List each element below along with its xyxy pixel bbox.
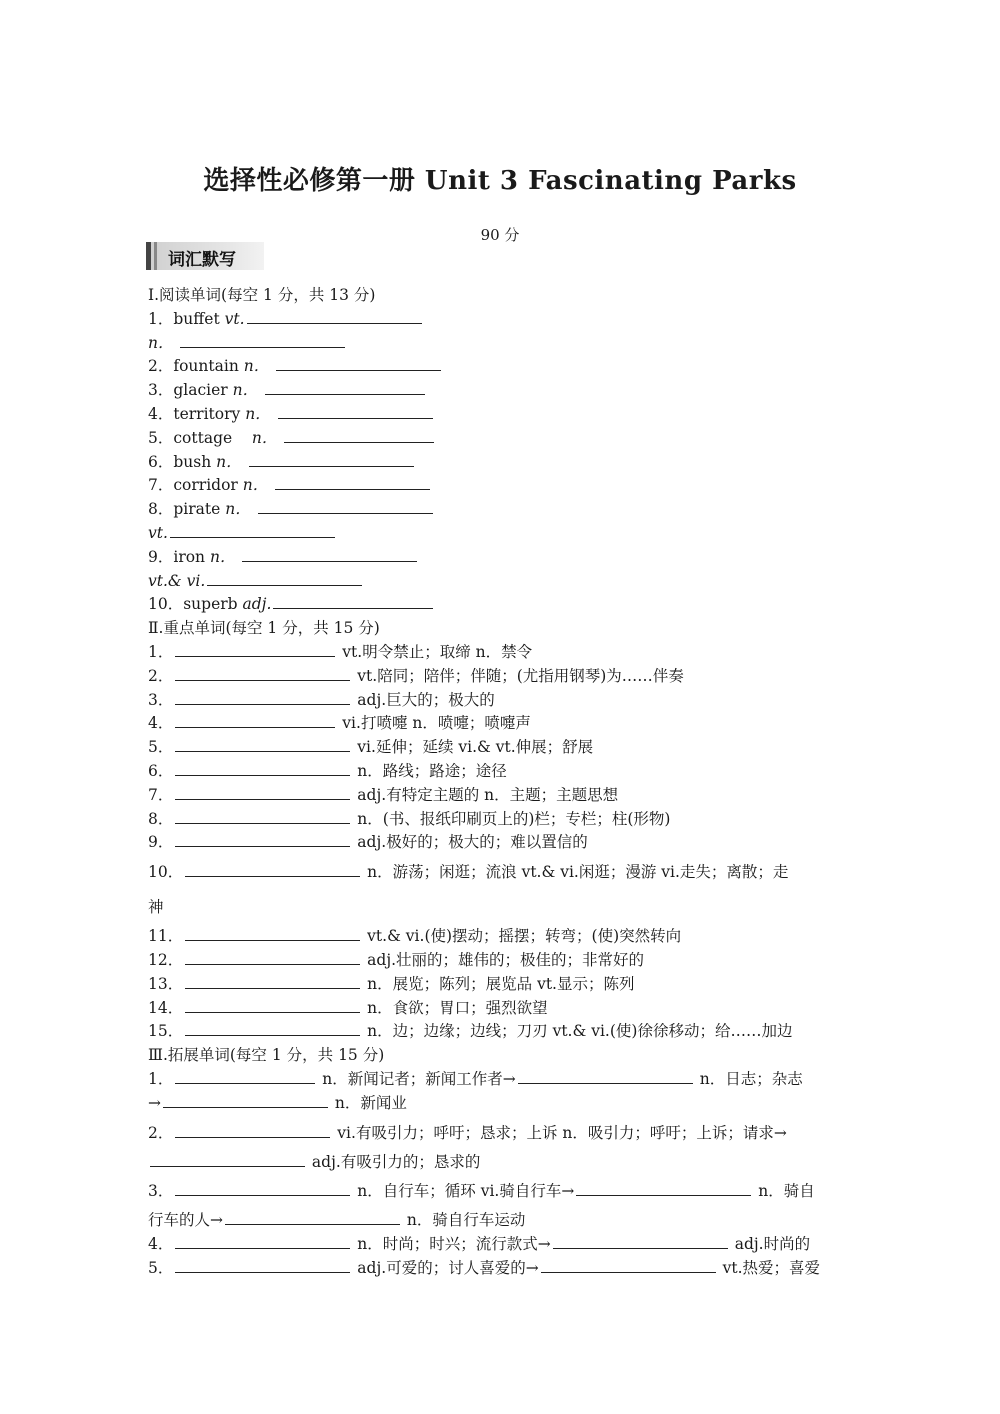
list-item <box>148 712 860 736</box>
item-number: 2． <box>148 1123 174 1142</box>
item-definition: vi.打喷嚏 n．喷嚏；喷嚏声 <box>337 714 531 733</box>
item-number: 10． <box>148 863 184 882</box>
answer-blank[interactable] <box>175 689 350 705</box>
item-number: 4． <box>148 1235 174 1254</box>
item-word: 7．corridor <box>148 476 243 495</box>
item-number: 13． <box>148 974 184 993</box>
answer-blank[interactable] <box>225 1209 400 1225</box>
item-word: 6．bush <box>148 452 217 471</box>
answer-blank[interactable] <box>170 522 335 538</box>
list-item <box>148 498 860 522</box>
item-pos: n． <box>243 357 270 376</box>
answer-blank[interactable] <box>265 379 425 395</box>
list-item <box>148 1174 860 1209</box>
item-word: 2．fountain <box>148 357 244 376</box>
answer-blank[interactable] <box>276 355 441 371</box>
item-number: 2． <box>148 666 174 685</box>
item-definition: n．新闻业 <box>330 1093 407 1112</box>
item-definition: adj.可爱的；讨人喜爱的→ <box>352 1258 539 1277</box>
item-definition: adj.极好的；极大的；难以置信的 <box>352 833 588 852</box>
item-number: 7． <box>148 785 174 804</box>
list-item <box>148 831 860 855</box>
list-item <box>148 593 860 617</box>
item-definition: adj.壮丽的；雄伟的；极佳的；非常好的 <box>362 950 645 969</box>
list-item <box>148 665 860 689</box>
item-definition: n．边；边缘；边线；刀刃 vt.& vi.(使)徐徐移动；给……加边 <box>362 1022 793 1041</box>
answer-blank[interactable] <box>175 831 350 847</box>
item-number: 1． <box>148 642 174 661</box>
item-pos: n． <box>225 500 251 519</box>
answer-blank[interactable] <box>175 712 335 728</box>
item-definition: adj.时尚的 <box>729 1235 811 1254</box>
item-number: 3． <box>148 690 174 709</box>
item-definition: n．时尚；时兴；流行款式→ <box>352 1235 551 1254</box>
answer-blank[interactable] <box>175 1257 350 1273</box>
item-word: 9．iron <box>148 547 210 566</box>
answer-blank[interactable] <box>185 861 360 877</box>
item-definition: adj.有吸引力的；恳求的 <box>307 1152 481 1171</box>
answer-blank[interactable] <box>175 784 350 800</box>
list-item <box>148 760 860 784</box>
item-pos: vt. <box>224 309 245 328</box>
list-item-continuation <box>148 1209 860 1233</box>
list-item <box>148 997 860 1021</box>
list-item <box>148 784 860 808</box>
answer-blank[interactable] <box>163 1092 328 1108</box>
list-item <box>148 332 860 356</box>
item-definition: n．展览；陈列；展览品 vt.显示；陈列 <box>362 974 635 993</box>
list-item <box>148 379 860 403</box>
answer-blank[interactable] <box>175 808 350 824</box>
item-word: 10．superb <box>148 595 243 614</box>
list-item-continuation <box>148 890 860 925</box>
answer-blank[interactable] <box>278 403 433 419</box>
list-item <box>148 427 860 451</box>
list-item-continuation <box>148 1151 860 1175</box>
list-item <box>148 403 860 427</box>
list-item <box>148 925 860 949</box>
answer-blank[interactable] <box>249 451 414 467</box>
list-item <box>148 689 860 713</box>
item-number: 4． <box>148 714 174 733</box>
item-definition: 行车的人→ <box>148 1211 223 1230</box>
list-item <box>148 570 860 594</box>
list-item <box>148 474 860 498</box>
list-item-continuation <box>148 1092 860 1116</box>
badge-bar <box>146 242 151 270</box>
item-number: 11． <box>148 927 184 946</box>
item-definition: n．日志；杂志 <box>694 1069 803 1088</box>
answer-blank[interactable] <box>185 925 360 941</box>
item-word: 8．pirate <box>148 500 226 519</box>
item-number: 5． <box>148 738 174 757</box>
answer-blank[interactable] <box>185 973 360 989</box>
item-word: 3．glacier <box>148 381 233 400</box>
section-heading-key-words: Ⅱ.重点单词(每空 1 分，共 15 分) <box>148 619 380 638</box>
arrow-symbol: → <box>148 1093 161 1112</box>
answer-blank[interactable] <box>175 760 350 776</box>
answer-blank[interactable] <box>175 641 335 657</box>
answer-blank[interactable] <box>284 427 434 443</box>
list-item <box>148 641 860 665</box>
item-word: 1．buffet <box>148 309 225 328</box>
answer-blank[interactable] <box>207 570 362 586</box>
item-pos: n． <box>148 333 174 352</box>
answer-blank[interactable] <box>185 997 360 1013</box>
item-number: 1． <box>148 1069 174 1088</box>
item-definition: n．骑自行车运动 <box>402 1211 526 1230</box>
item-pos: n． <box>251 428 278 447</box>
section-badge <box>146 242 264 270</box>
list-item <box>148 546 860 570</box>
answer-blank[interactable] <box>242 546 417 562</box>
item-pos: n． <box>209 547 236 566</box>
answer-blank[interactable] <box>175 665 350 681</box>
item-number: 8． <box>148 809 174 828</box>
answer-blank[interactable] <box>185 949 360 965</box>
section-heading-extended-words: Ⅲ.拓展单词(每空 1 分，共 15 分) <box>148 1046 385 1065</box>
answer-blank[interactable] <box>576 1180 751 1196</box>
item-word: 4．territory <box>148 404 246 423</box>
answer-blank[interactable] <box>273 593 433 609</box>
item-definition: n．自行车；循环 vi.骑自行车→ <box>352 1182 575 1201</box>
item-definition: adj.巨大的；极大的 <box>352 690 495 709</box>
badge-label: 词汇默写 <box>168 250 236 270</box>
item-number: 14． <box>148 998 184 1017</box>
item-number: 3． <box>148 1182 174 1201</box>
item-definition: vi.延伸；延续 vi.& vt.伸展；舒展 <box>352 738 594 757</box>
answer-blank[interactable] <box>150 1151 305 1167</box>
answer-blank[interactable] <box>175 1233 350 1249</box>
answer-blank[interactable] <box>185 1020 360 1036</box>
item-definition: adj.有特定主题的 n．主题；主题思想 <box>352 785 619 804</box>
list-item <box>148 1116 860 1151</box>
item-pos: n． <box>242 476 269 495</box>
item-word: 5．cottage <box>148 428 252 447</box>
list-item <box>148 973 860 997</box>
item-definition: vt.陪同；陪伴；伴随；(尤指用钢琴)为……伴奏 <box>352 666 684 685</box>
item-definition: n．路线；路途；途径 <box>352 761 507 780</box>
item-definition: n．(书、报纸印刷页上的)栏；专栏；柱(形物) <box>352 809 671 828</box>
item-definition: vt.明令禁止；取缔 n．禁令 <box>337 642 533 661</box>
list-item <box>148 355 860 379</box>
list-item <box>148 855 860 890</box>
item-definition: 神 <box>148 898 164 917</box>
page-title: 选择性必修第一册 Unit 3 Fascinating Parks <box>203 166 797 196</box>
list-item <box>148 1020 860 1044</box>
item-definition: n．骑自 <box>753 1182 815 1201</box>
item-definition: vi.有吸引力；呼吁；恳求；上诉 n．吸引力；呼吁；上诉；请求→ <box>332 1123 787 1142</box>
total-score: 90 分 <box>480 226 520 244</box>
item-number: 9． <box>148 833 174 852</box>
list-item <box>148 1257 860 1281</box>
answer-blank[interactable] <box>553 1233 728 1249</box>
item-pos: vt.& vi. <box>148 571 206 590</box>
list-item <box>148 1233 860 1257</box>
item-number: 15． <box>148 1022 184 1041</box>
list-item <box>148 451 860 475</box>
answer-blank[interactable] <box>275 474 430 490</box>
answer-blank[interactable] <box>247 308 422 324</box>
answer-blank[interactable] <box>175 1068 315 1084</box>
item-number: 6． <box>148 761 174 780</box>
item-pos: vt. <box>148 523 168 542</box>
item-definition: n．食欲；胃口；强烈欲望 <box>362 998 548 1017</box>
answer-blank[interactable] <box>541 1257 716 1273</box>
item-definition: n．新闻记者；新闻工作者→ <box>317 1069 516 1088</box>
answer-blank[interactable] <box>175 1180 350 1196</box>
item-pos: n． <box>232 381 259 400</box>
item-number: 5． <box>148 1258 174 1277</box>
badge-bar-secondary <box>154 242 157 270</box>
list-item <box>148 949 860 973</box>
answer-blank[interactable] <box>258 498 433 514</box>
item-pos: adj. <box>242 595 272 614</box>
item-definition: vt.& vi.(使)摆动；摇摆；转弯；(使)突然转向 <box>362 927 682 946</box>
section-heading-reading: Ⅰ.阅读单词(每空 1 分，共 13 分) <box>148 286 376 304</box>
list-item <box>148 308 860 332</box>
list-item <box>148 1068 860 1092</box>
answer-blank[interactable] <box>175 736 350 752</box>
item-pos: n． <box>216 452 242 471</box>
item-number: 12． <box>148 950 184 969</box>
worksheet-body <box>148 284 860 1281</box>
item-definition: n．游荡；闲逛；流浪 vt.& vi.闲逛；漫游 vi.走失；离散；走 <box>362 863 789 882</box>
list-item <box>148 808 860 832</box>
answer-blank[interactable] <box>518 1068 693 1084</box>
item-pos: n． <box>245 404 271 423</box>
list-item <box>148 736 860 760</box>
item-definition: vt.热爱；喜爱 <box>717 1258 821 1277</box>
answer-blank[interactable] <box>180 332 345 348</box>
answer-blank[interactable] <box>175 1122 330 1138</box>
list-item <box>148 522 860 546</box>
